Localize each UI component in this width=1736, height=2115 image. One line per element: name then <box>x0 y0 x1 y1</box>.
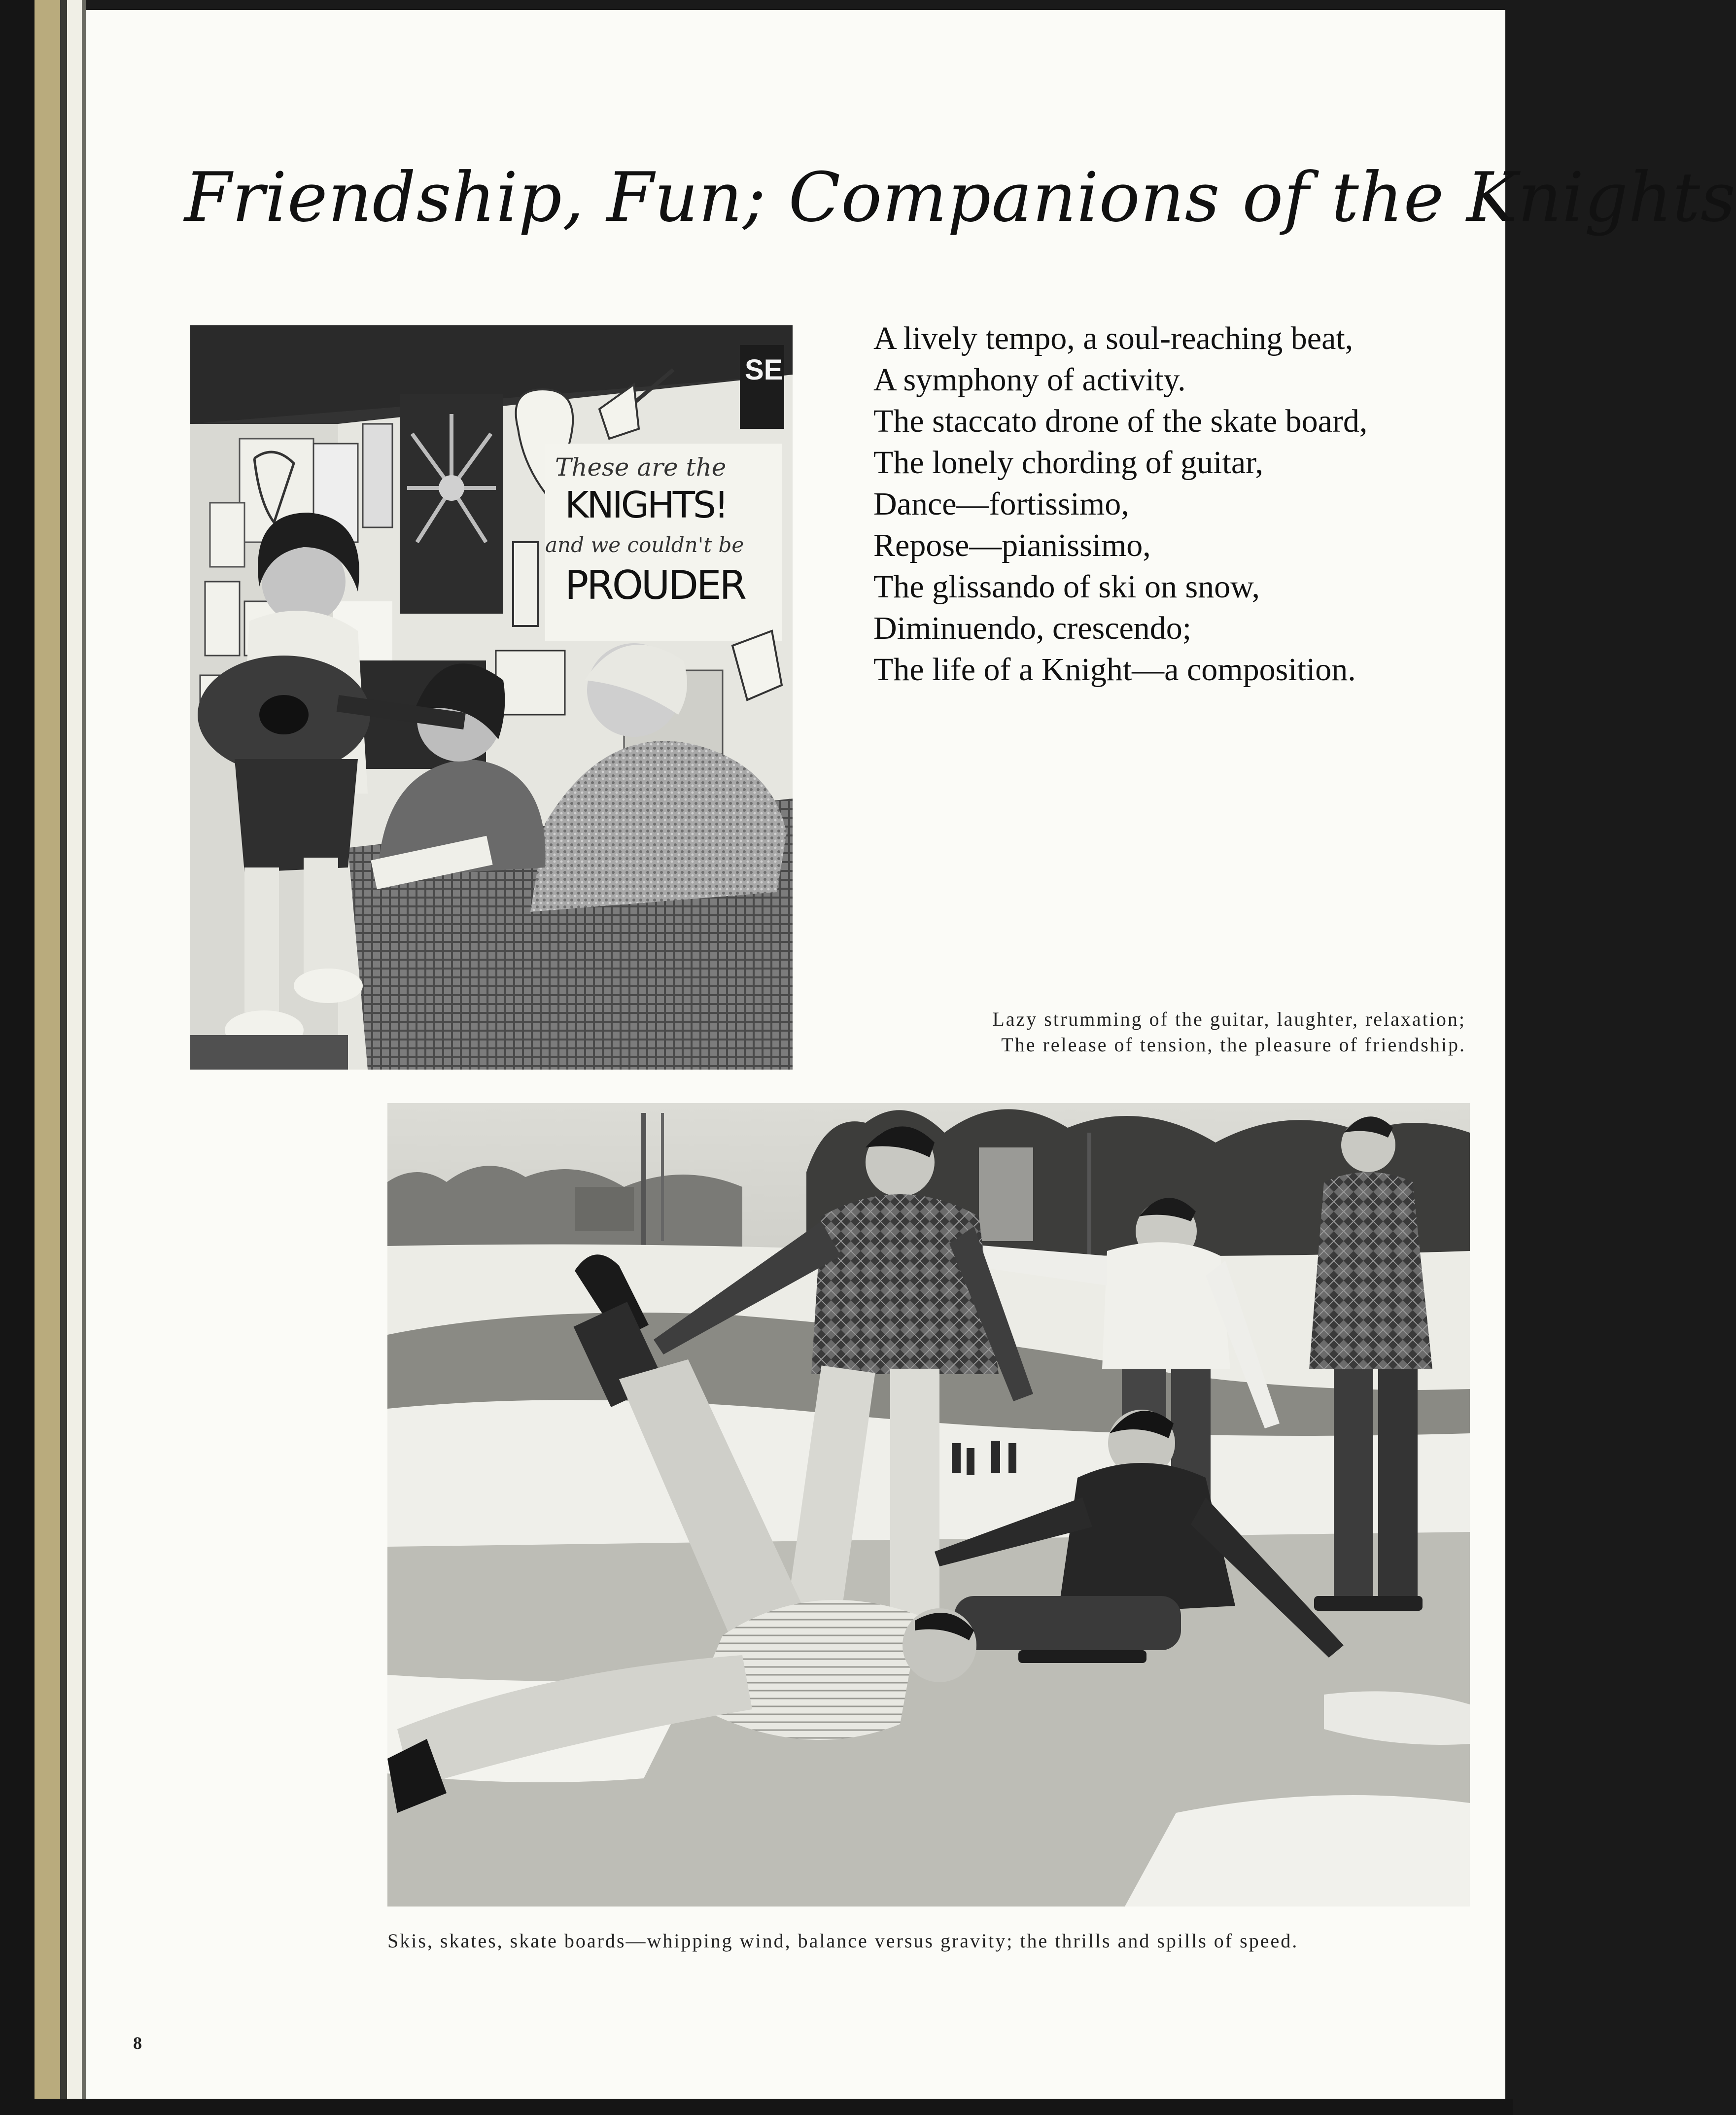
poem-line: The glissando of ski on snow, <box>873 569 1260 605</box>
poem-line: The lonely chording of guitar, <box>873 445 1263 481</box>
page-stack-line <box>82 0 86 2115</box>
binding-dark <box>0 0 35 2115</box>
poem-line: A symphony of activity. <box>873 362 1186 398</box>
poem-line: Diminuendo, crescendo; <box>873 610 1192 646</box>
page-stack-edge <box>67 0 82 2115</box>
dorm-photo-caption <box>855 1006 1466 1058</box>
caption-line: Lazy strumming of the guitar, laughter, relaxation; <box>992 1008 1466 1030</box>
sign-line-3: and we couldn't be <box>545 533 744 557</box>
poem-line: The life of a Knight—a composition. <box>873 652 1356 688</box>
sign-line-1: These are the <box>555 453 727 482</box>
poem-line: A lively tempo, a soul-reaching beat, <box>873 320 1354 356</box>
poem-line: Repose—pianissimo, <box>873 527 1151 563</box>
binding-gold-edge <box>35 0 60 2115</box>
sign-line-2: KNIGHTS! <box>565 484 727 526</box>
page-title: Friendship, Fun; Companions of the Knights <box>184 158 1736 237</box>
caption-line: The release of tension, the pleasure of friendship. <box>1001 1034 1466 1056</box>
se-letters: SE <box>745 354 783 386</box>
poem-line: The staccato drone of the skate board, <box>873 403 1368 439</box>
poem-line: Dance—fortissimo, <box>873 486 1129 522</box>
binding-edge <box>60 0 67 2115</box>
skateboard-photo <box>387 1103 1470 1907</box>
dorm-room-photo <box>190 325 793 1070</box>
bottom-scan-edge <box>0 2099 1513 2115</box>
page-number: 8 <box>133 2033 142 2053</box>
skateboard-photo-caption: Skis, skates, skate boards—whipping wind, balance versus gravity; the thrills and spills of speed. <box>387 1930 1299 1952</box>
yearbook-page <box>86 10 1736 2099</box>
sign-line-4: PROUDER <box>565 562 745 608</box>
poem <box>873 318 1494 691</box>
